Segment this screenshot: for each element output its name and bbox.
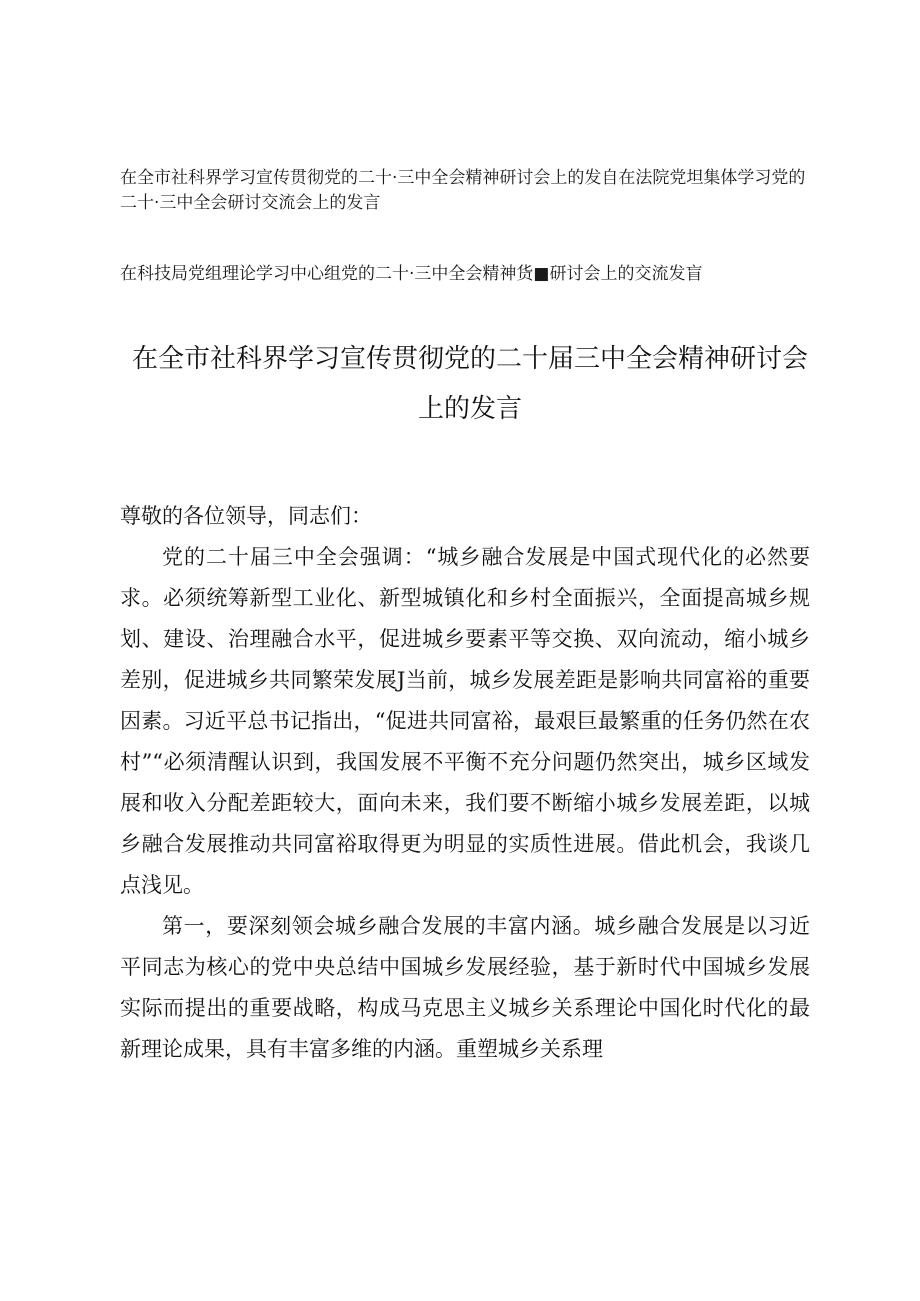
paragraph-2: 第一，要深刻领会城乡融合发展的丰富内涵。城乡融合发展是以习近平同志为核心的党中央总结中国城乡发展经验，基于新时代中国城乡发展实际而提出的重要战略，构成马克思主义城乡关系理论中国化时代化的最新理论成果，具有丰富多维的内涵。重塑城乡关系理: [120, 914, 810, 1061]
document-body: [120, 496, 810, 1070]
salutation: 尊敬的各位领导，同志们：: [120, 504, 372, 528]
toc-item-1: 在全市社科界学习宣传贯彻党的二十·三中全会精神研讨会上的发自在法院党坦集体学习党的二十·三中全会研讨交流会上的发言: [120, 168, 806, 213]
paragraph-1: 党的二十届三中全会强调：“城乡融合发展是中国式现代化的必然要求。必须统筹新型工业化、新型城镇化和乡村全面振兴，全面提高城乡规划、建设、治理融合水平，促进城乡要素平等交换、双向流动，缩小城乡差别，促进城乡共同繁荣发展J当前，城乡发展差距是影响共同富裕的重要因素。习近平总书记指出，“促进共同富裕，最艰巨最繁重的任务仍然在农村”“必须清醒认识到，我国发展不平衡不充分问题仍然突出，城乡区域发展和收入分配差距较大，面向未来，我们要不断缩小城乡发展差距，以城乡融合发展推动共同富裕取得更为明显的实质性进展。借此机会，我谈几点浅见。: [120, 545, 810, 897]
toc-item-2: 在科技局党组理论学习中心组党的二十·三中全会精神货■研讨会上的交流发盲: [120, 264, 703, 284]
document-title: 在全市社科界学习宣传贯彻党的二十届三中全会精神研讨会上的发言: [131, 344, 808, 424]
